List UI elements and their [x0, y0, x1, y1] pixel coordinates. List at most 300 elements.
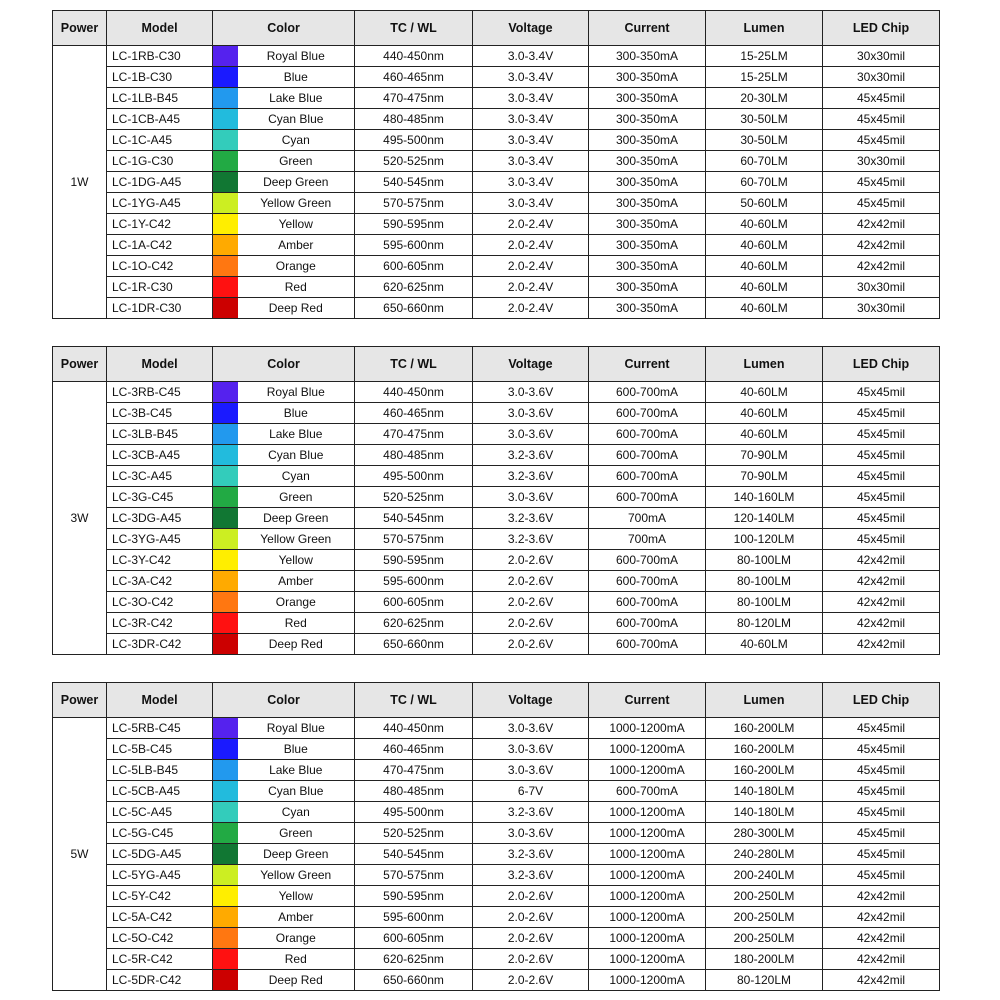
wavelength-cell: 590-595nm: [355, 214, 473, 235]
color-name-cell: Cyan Blue: [238, 109, 355, 130]
color-swatch: [213, 46, 238, 66]
header-led-chip: LED Chip: [823, 11, 940, 46]
wavelength-cell: 440-450nm: [355, 382, 473, 403]
table-row: [53, 781, 940, 802]
wavelength-cell: 480-485nm: [355, 445, 473, 466]
color-name-cell: Yellow Green: [238, 193, 355, 214]
led-chip-cell: 42x42mil: [823, 886, 940, 907]
model-cell: LC-3O-C42: [107, 592, 213, 613]
model-cell: LC-5A-C42: [107, 907, 213, 928]
color-swatch-cell: [213, 760, 238, 781]
current-cell: 300-350mA: [589, 109, 706, 130]
voltage-cell: 3.0-3.4V: [473, 109, 589, 130]
color-swatch: [213, 613, 238, 633]
color-name-cell: Cyan: [238, 130, 355, 151]
lumen-cell: 30-50LM: [706, 109, 823, 130]
lumen-cell: 160-200LM: [706, 739, 823, 760]
table-row: [53, 634, 940, 655]
led-chip-cell: 45x45mil: [823, 172, 940, 193]
wavelength-cell: 470-475nm: [355, 424, 473, 445]
color-swatch: [213, 151, 238, 171]
voltage-cell: 3.0-3.4V: [473, 130, 589, 151]
lumen-cell: 240-280LM: [706, 844, 823, 865]
color-name-cell: Deep Red: [238, 298, 355, 319]
lumen-cell: 60-70LM: [706, 172, 823, 193]
color-swatch: [213, 487, 238, 507]
lumen-cell: 160-200LM: [706, 760, 823, 781]
current-cell: 1000-1200mA: [589, 886, 706, 907]
color-name-cell: Green: [238, 487, 355, 508]
model-cell: LC-3Y-C42: [107, 550, 213, 571]
wavelength-cell: 440-450nm: [355, 718, 473, 739]
table-row: [53, 928, 940, 949]
model-cell: LC-5YG-A45: [107, 865, 213, 886]
color-name-cell: Red: [238, 613, 355, 634]
voltage-cell: 2.0-2.4V: [473, 277, 589, 298]
color-swatch-cell: [213, 970, 238, 991]
led-chip-cell: 45x45mil: [823, 445, 940, 466]
color-name-cell: Amber: [238, 907, 355, 928]
table-row: [53, 844, 940, 865]
header-power: Power: [53, 683, 107, 718]
header-power: Power: [53, 11, 107, 46]
color-swatch-cell: [213, 403, 238, 424]
table-header-row: [53, 683, 940, 718]
color-swatch: [213, 634, 238, 654]
current-cell: 300-350mA: [589, 67, 706, 88]
voltage-cell: 3.0-3.4V: [473, 151, 589, 172]
color-name-cell: Lake Blue: [238, 88, 355, 109]
wavelength-cell: 600-605nm: [355, 592, 473, 613]
table-row: [53, 613, 940, 634]
lumen-cell: 15-25LM: [706, 67, 823, 88]
led-chip-cell: 30x30mil: [823, 277, 940, 298]
table-header-row: [53, 11, 940, 46]
lumen-cell: 280-300LM: [706, 823, 823, 844]
led-chip-cell: 42x42mil: [823, 634, 940, 655]
wavelength-cell: 650-660nm: [355, 634, 473, 655]
model-cell: LC-5DG-A45: [107, 844, 213, 865]
header-model: Model: [107, 347, 213, 382]
lumen-cell: 120-140LM: [706, 508, 823, 529]
current-cell: 1000-1200mA: [589, 802, 706, 823]
color-swatch: [213, 949, 238, 969]
model-cell: LC-1B-C30: [107, 67, 213, 88]
wavelength-cell: 540-545nm: [355, 844, 473, 865]
current-cell: 600-700mA: [589, 634, 706, 655]
current-cell: 600-700mA: [589, 571, 706, 592]
led-chip-cell: 45x45mil: [823, 487, 940, 508]
wavelength-cell: 620-625nm: [355, 277, 473, 298]
lumen-cell: 40-60LM: [706, 256, 823, 277]
spec-table-1w: [52, 10, 940, 319]
model-cell: LC-1RB-C30: [107, 46, 213, 67]
lumen-cell: 140-160LM: [706, 487, 823, 508]
voltage-cell: 3.0-3.6V: [473, 403, 589, 424]
model-cell: LC-5G-C45: [107, 823, 213, 844]
table-row: [53, 739, 940, 760]
color-name-cell: Deep Green: [238, 508, 355, 529]
color-swatch: [213, 445, 238, 465]
header-wavelength: TC / WL: [355, 347, 473, 382]
voltage-cell: 2.0-2.6V: [473, 571, 589, 592]
spec-table-5w: [52, 682, 940, 991]
led-chip-cell: 42x42mil: [823, 928, 940, 949]
model-cell: LC-5B-C45: [107, 739, 213, 760]
spec-table-3w: [52, 346, 940, 655]
voltage-cell: 3.2-3.6V: [473, 508, 589, 529]
table-row: [53, 592, 940, 613]
table-row: [53, 508, 940, 529]
current-cell: 1000-1200mA: [589, 760, 706, 781]
voltage-cell: 2.0-2.6V: [473, 550, 589, 571]
led-chip-cell: 42x42mil: [823, 613, 940, 634]
model-cell: LC-3A-C42: [107, 571, 213, 592]
color-swatch-cell: [213, 382, 238, 403]
header-model: Model: [107, 683, 213, 718]
color-swatch: [213, 550, 238, 570]
color-swatch-cell: [213, 277, 238, 298]
table-row: [53, 718, 940, 739]
current-cell: 1000-1200mA: [589, 739, 706, 760]
table-row: [53, 571, 940, 592]
wavelength-cell: 595-600nm: [355, 907, 473, 928]
led-chip-cell: 30x30mil: [823, 67, 940, 88]
model-cell: LC-5LB-B45: [107, 760, 213, 781]
color-name-cell: Royal Blue: [238, 382, 355, 403]
current-cell: 600-700mA: [589, 424, 706, 445]
power-rating: 5W: [53, 718, 107, 991]
wavelength-cell: 495-500nm: [355, 802, 473, 823]
model-cell: LC-1CB-A45: [107, 109, 213, 130]
color-swatch-cell: [213, 151, 238, 172]
current-cell: 600-700mA: [589, 592, 706, 613]
voltage-cell: 6-7V: [473, 781, 589, 802]
model-cell: LC-3DR-C42: [107, 634, 213, 655]
voltage-cell: 3.0-3.4V: [473, 46, 589, 67]
current-cell: 1000-1200mA: [589, 844, 706, 865]
current-cell: 300-350mA: [589, 298, 706, 319]
color-name-cell: Lake Blue: [238, 760, 355, 781]
lumen-cell: 60-70LM: [706, 151, 823, 172]
voltage-cell: 3.2-3.6V: [473, 802, 589, 823]
table-row: [53, 46, 940, 67]
model-cell: LC-1LB-B45: [107, 88, 213, 109]
color-swatch: [213, 781, 238, 801]
color-name-cell: Orange: [238, 928, 355, 949]
color-swatch-cell: [213, 886, 238, 907]
model-cell: LC-5CB-A45: [107, 781, 213, 802]
table-row: [53, 382, 940, 403]
model-cell: LC-5RB-C45: [107, 718, 213, 739]
table-row: [53, 970, 940, 991]
led-chip-cell: 45x45mil: [823, 508, 940, 529]
table-row: [53, 214, 940, 235]
header-lumen: Lumen: [706, 683, 823, 718]
current-cell: 1000-1200mA: [589, 928, 706, 949]
current-cell: 600-700mA: [589, 382, 706, 403]
wavelength-cell: 480-485nm: [355, 781, 473, 802]
lumen-cell: 20-30LM: [706, 88, 823, 109]
voltage-cell: 2.0-2.6V: [473, 949, 589, 970]
lumen-cell: 40-60LM: [706, 382, 823, 403]
led-chip-cell: 45x45mil: [823, 739, 940, 760]
model-cell: LC-3G-C45: [107, 487, 213, 508]
wavelength-cell: 600-605nm: [355, 256, 473, 277]
color-swatch: [213, 130, 238, 150]
color-swatch-cell: [213, 592, 238, 613]
wavelength-cell: 470-475nm: [355, 760, 473, 781]
header-wavelength: TC / WL: [355, 11, 473, 46]
color-swatch-cell: [213, 907, 238, 928]
color-name-cell: Green: [238, 151, 355, 172]
table-row: [53, 949, 940, 970]
color-name-cell: Orange: [238, 256, 355, 277]
color-swatch: [213, 886, 238, 906]
wavelength-cell: 460-465nm: [355, 403, 473, 424]
voltage-cell: 3.2-3.6V: [473, 466, 589, 487]
color-swatch: [213, 739, 238, 759]
wavelength-cell: 595-600nm: [355, 235, 473, 256]
color-swatch-cell: [213, 949, 238, 970]
color-name-cell: Yellow: [238, 550, 355, 571]
lumen-cell: 140-180LM: [706, 802, 823, 823]
lumen-cell: 180-200LM: [706, 949, 823, 970]
model-cell: LC-3C-A45: [107, 466, 213, 487]
led-chip-cell: 42x42mil: [823, 235, 940, 256]
led-chip-cell: 45x45mil: [823, 844, 940, 865]
voltage-cell: 2.0-2.6V: [473, 613, 589, 634]
color-name-cell: Cyan: [238, 466, 355, 487]
lumen-cell: 50-60LM: [706, 193, 823, 214]
color-swatch-cell: [213, 214, 238, 235]
led-chip-cell: 45x45mil: [823, 781, 940, 802]
color-swatch-cell: [213, 802, 238, 823]
wavelength-cell: 600-605nm: [355, 928, 473, 949]
color-swatch-cell: [213, 571, 238, 592]
color-swatch-cell: [213, 46, 238, 67]
model-cell: LC-1C-A45: [107, 130, 213, 151]
table-row: [53, 298, 940, 319]
table-row: [53, 487, 940, 508]
header-color: Color: [213, 11, 355, 46]
color-name-cell: Blue: [238, 403, 355, 424]
model-cell: LC-3R-C42: [107, 613, 213, 634]
voltage-cell: 3.2-3.6V: [473, 865, 589, 886]
table-row: [53, 277, 940, 298]
model-cell: LC-1R-C30: [107, 277, 213, 298]
voltage-cell: 3.0-3.6V: [473, 739, 589, 760]
color-swatch-cell: [213, 718, 238, 739]
model-cell: LC-3YG-A45: [107, 529, 213, 550]
lumen-cell: 100-120LM: [706, 529, 823, 550]
lumen-cell: 140-180LM: [706, 781, 823, 802]
led-chip-cell: 45x45mil: [823, 88, 940, 109]
led-chip-cell: 42x42mil: [823, 571, 940, 592]
lumen-cell: 40-60LM: [706, 424, 823, 445]
led-chip-cell: 42x42mil: [823, 949, 940, 970]
model-cell: LC-5O-C42: [107, 928, 213, 949]
lumen-cell: 40-60LM: [706, 403, 823, 424]
wavelength-cell: 620-625nm: [355, 613, 473, 634]
color-swatch-cell: [213, 193, 238, 214]
header-voltage: Voltage: [473, 11, 589, 46]
header-current: Current: [589, 347, 706, 382]
model-cell: LC-5C-A45: [107, 802, 213, 823]
voltage-cell: 2.0-2.4V: [473, 298, 589, 319]
model-cell: LC-1Y-C42: [107, 214, 213, 235]
color-name-cell: Red: [238, 277, 355, 298]
color-swatch: [213, 277, 238, 297]
voltage-cell: 3.0-3.6V: [473, 760, 589, 781]
current-cell: 300-350mA: [589, 130, 706, 151]
lumen-cell: 80-100LM: [706, 571, 823, 592]
header-power: Power: [53, 347, 107, 382]
color-swatch: [213, 760, 238, 780]
header-current: Current: [589, 11, 706, 46]
current-cell: 600-700mA: [589, 487, 706, 508]
lumen-cell: 40-60LM: [706, 634, 823, 655]
table-row: [53, 802, 940, 823]
current-cell: 1000-1200mA: [589, 949, 706, 970]
model-cell: LC-1A-C42: [107, 235, 213, 256]
wavelength-cell: 440-450nm: [355, 46, 473, 67]
table-row: [53, 109, 940, 130]
table-row: [53, 823, 940, 844]
color-name-cell: Deep Green: [238, 172, 355, 193]
led-chip-cell: 45x45mil: [823, 865, 940, 886]
table-row: [53, 403, 940, 424]
voltage-cell: 3.0-3.6V: [473, 424, 589, 445]
header-lumen: Lumen: [706, 11, 823, 46]
header-color: Color: [213, 347, 355, 382]
lumen-cell: 200-240LM: [706, 865, 823, 886]
table-row: [53, 865, 940, 886]
current-cell: 700mA: [589, 508, 706, 529]
color-name-cell: Lake Blue: [238, 424, 355, 445]
wavelength-cell: 570-575nm: [355, 193, 473, 214]
color-swatch: [213, 256, 238, 276]
current-cell: 300-350mA: [589, 193, 706, 214]
color-swatch: [213, 529, 238, 549]
color-swatch: [213, 214, 238, 234]
wavelength-cell: 470-475nm: [355, 88, 473, 109]
color-swatch: [213, 424, 238, 444]
voltage-cell: 3.0-3.6V: [473, 823, 589, 844]
color-name-cell: Yellow: [238, 214, 355, 235]
power-rating: 3W: [53, 382, 107, 655]
model-cell: LC-1O-C42: [107, 256, 213, 277]
wavelength-cell: 650-660nm: [355, 970, 473, 991]
color-swatch-cell: [213, 613, 238, 634]
voltage-cell: 3.2-3.6V: [473, 445, 589, 466]
model-cell: LC-3DG-A45: [107, 508, 213, 529]
color-swatch-cell: [213, 130, 238, 151]
wavelength-cell: 520-525nm: [355, 487, 473, 508]
wavelength-cell: 570-575nm: [355, 865, 473, 886]
model-cell: LC-5DR-C42: [107, 970, 213, 991]
wavelength-cell: 540-545nm: [355, 508, 473, 529]
color-swatch-cell: [213, 781, 238, 802]
color-name-cell: Yellow Green: [238, 865, 355, 886]
voltage-cell: 2.0-2.4V: [473, 235, 589, 256]
current-cell: 600-700mA: [589, 781, 706, 802]
wavelength-cell: 540-545nm: [355, 172, 473, 193]
lumen-cell: 200-250LM: [706, 907, 823, 928]
current-cell: 600-700mA: [589, 613, 706, 634]
wavelength-cell: 460-465nm: [355, 739, 473, 760]
color-swatch-cell: [213, 466, 238, 487]
led-chip-cell: 30x30mil: [823, 46, 940, 67]
current-cell: 1000-1200mA: [589, 823, 706, 844]
color-swatch-cell: [213, 529, 238, 550]
color-swatch-cell: [213, 550, 238, 571]
led-chip-cell: 42x42mil: [823, 970, 940, 991]
table-body: [53, 46, 940, 319]
led-chip-cell: 45x45mil: [823, 529, 940, 550]
lumen-cell: 80-100LM: [706, 592, 823, 613]
color-swatch-cell: [213, 67, 238, 88]
current-cell: 300-350mA: [589, 214, 706, 235]
lumen-cell: 40-60LM: [706, 214, 823, 235]
model-cell: LC-1DR-C30: [107, 298, 213, 319]
voltage-cell: 2.0-2.6V: [473, 592, 589, 613]
lumen-cell: 80-120LM: [706, 970, 823, 991]
voltage-cell: 3.2-3.6V: [473, 844, 589, 865]
lumen-cell: 40-60LM: [706, 277, 823, 298]
current-cell: 300-350mA: [589, 46, 706, 67]
table-row: [53, 256, 940, 277]
lumen-cell: 160-200LM: [706, 718, 823, 739]
wavelength-cell: 520-525nm: [355, 823, 473, 844]
voltage-cell: 3.0-3.4V: [473, 172, 589, 193]
color-swatch: [213, 907, 238, 927]
voltage-cell: 2.0-2.4V: [473, 256, 589, 277]
table-row: [53, 151, 940, 172]
wavelength-cell: 620-625nm: [355, 949, 473, 970]
lumen-cell: 40-60LM: [706, 298, 823, 319]
color-swatch-cell: [213, 739, 238, 760]
model-cell: LC-3LB-B45: [107, 424, 213, 445]
wavelength-cell: 460-465nm: [355, 67, 473, 88]
color-name-cell: Cyan Blue: [238, 445, 355, 466]
voltage-cell: 2.0-2.6V: [473, 928, 589, 949]
led-chip-cell: 45x45mil: [823, 802, 940, 823]
color-name-cell: Cyan Blue: [238, 781, 355, 802]
table-row: [53, 88, 940, 109]
lumen-cell: 70-90LM: [706, 445, 823, 466]
color-swatch: [213, 109, 238, 129]
table-row: [53, 193, 940, 214]
current-cell: 300-350mA: [589, 88, 706, 109]
table-row: [53, 886, 940, 907]
wavelength-cell: 495-500nm: [355, 466, 473, 487]
lumen-cell: 200-250LM: [706, 928, 823, 949]
table-body: [53, 382, 940, 655]
table-row: [53, 550, 940, 571]
color-swatch-cell: [213, 109, 238, 130]
color-swatch: [213, 571, 238, 591]
led-chip-cell: 45x45mil: [823, 466, 940, 487]
color-swatch-cell: [213, 487, 238, 508]
wavelength-cell: 650-660nm: [355, 298, 473, 319]
color-name-cell: Deep Green: [238, 844, 355, 865]
model-cell: LC-1DG-A45: [107, 172, 213, 193]
color-swatch: [213, 970, 238, 990]
led-chip-cell: 42x42mil: [823, 256, 940, 277]
wavelength-cell: 570-575nm: [355, 529, 473, 550]
color-name-cell: Deep Red: [238, 634, 355, 655]
